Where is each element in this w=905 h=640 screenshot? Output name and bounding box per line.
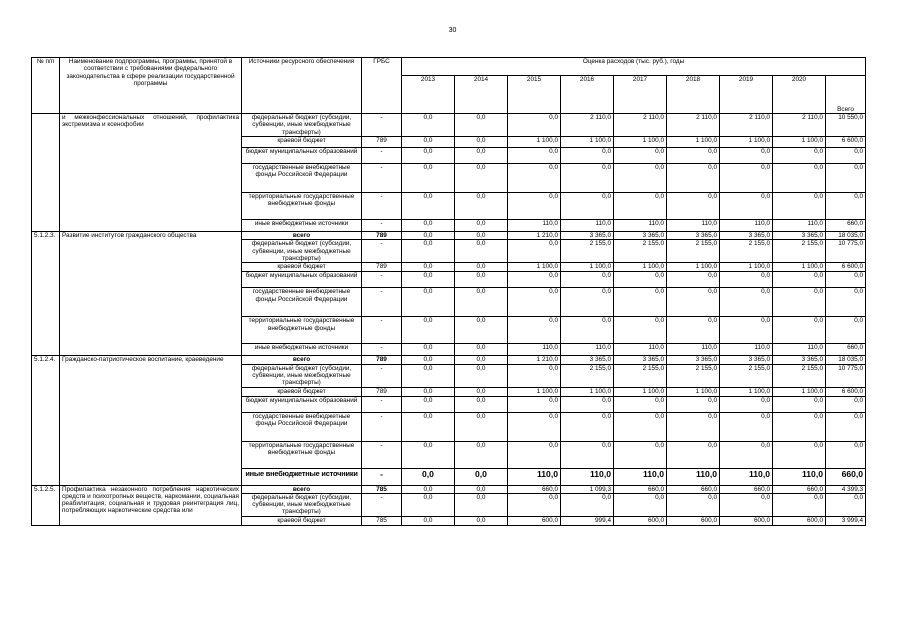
- value-cell-2016: 0,0: [561, 148, 614, 164]
- source-vsego: всего: [242, 485, 362, 493]
- value-cell-2015: 0,0: [508, 412, 561, 441]
- budget-table: [31, 57, 866, 526]
- total-cell: 660,0: [826, 468, 866, 485]
- header-year-2016: 2016: [561, 76, 614, 114]
- value-cell-2018: 110,0: [667, 344, 720, 356]
- grbs-cell: -: [362, 114, 402, 137]
- grbs-cell: 785: [362, 485, 402, 493]
- value-cell-2013: 0,0: [402, 114, 455, 137]
- value-cell-2019: 0,0: [720, 272, 773, 288]
- grbs-cell: -: [362, 396, 402, 412]
- table-row: [32, 114, 866, 137]
- source-terr_fondy: территориальные государственные внебюджетные фонды: [242, 193, 362, 220]
- value-cell-2014: 0,0: [455, 441, 508, 468]
- value-cell-2016: 0,0: [561, 396, 614, 412]
- value-cell-2017: 2 110,0: [614, 114, 667, 137]
- value-cell-2018: 0,0: [667, 317, 720, 344]
- value-cell-2017: 0,0: [614, 396, 667, 412]
- total-cell: 3 999,4: [826, 516, 866, 525]
- value-cell-2015: 0,0: [508, 164, 561, 193]
- row-number: 5.1.2.3.: [32, 232, 60, 356]
- value-cell-2017: 2 155,0: [614, 364, 667, 387]
- value-cell-2014: 0,0: [455, 193, 508, 220]
- grbs-cell: -: [362, 364, 402, 387]
- value-cell-2018: 0,0: [667, 148, 720, 164]
- value-cell-2017: 2 155,0: [614, 240, 667, 263]
- value-cell-2015: 110,0: [508, 468, 561, 485]
- value-cell-2017: 0,0: [614, 272, 667, 288]
- value-cell-2019: 0,0: [720, 412, 773, 441]
- value-cell-2014: 0,0: [455, 396, 508, 412]
- value-cell-2014: 0,0: [455, 468, 508, 485]
- value-cell-2015: 0,0: [508, 272, 561, 288]
- value-cell-2020: 0,0: [773, 493, 826, 516]
- value-cell-2018: 2 155,0: [667, 240, 720, 263]
- value-cell-2013: 0,0: [402, 441, 455, 468]
- total-cell: 10 775,0: [826, 364, 866, 387]
- grbs-cell: -: [362, 272, 402, 288]
- value-cell-2015: 660,0: [508, 485, 561, 493]
- value-cell-2014: 0,0: [455, 232, 508, 240]
- header-year-2013: 2013: [402, 76, 455, 114]
- total-cell: 0,0: [826, 317, 866, 344]
- value-cell-2014: 0,0: [455, 137, 508, 148]
- value-cell-2013: 0,0: [402, 240, 455, 263]
- value-cell-2014: 0,0: [455, 344, 508, 356]
- source-federal: федеральный бюджет (субсидии, субвенции, иные межбюджетные трансферты): [242, 114, 362, 137]
- value-cell-2016: 2 110,0: [561, 114, 614, 137]
- value-cell-2014: 0,0: [455, 263, 508, 272]
- source-terr_fondy: территориальные государственные внебюджетные фонды: [242, 317, 362, 344]
- table-row: [32, 485, 866, 493]
- value-cell-2020: 3 365,0: [773, 356, 826, 364]
- value-cell-2020: 0,0: [773, 272, 826, 288]
- value-cell-2020: 660,0: [773, 485, 826, 493]
- value-cell-2019: 2 110,0: [720, 114, 773, 137]
- value-cell-2016: 0,0: [561, 272, 614, 288]
- value-cell-2014: 0,0: [455, 356, 508, 364]
- source-vsego: всего: [242, 232, 362, 240]
- source-municipal: бюджет муниципальных образований: [242, 396, 362, 412]
- value-cell-2018: 1 100,0: [667, 137, 720, 148]
- value-cell-2017: 0,0: [614, 441, 667, 468]
- value-cell-2018: 110,0: [667, 220, 720, 232]
- value-cell-2017: 0,0: [614, 193, 667, 220]
- total-cell: 4 399,3: [826, 485, 866, 493]
- value-cell-2019: 0,0: [720, 317, 773, 344]
- value-cell-2016: 0,0: [561, 441, 614, 468]
- value-cell-2018: 110,0: [667, 468, 720, 485]
- value-cell-2013: 0,0: [402, 516, 455, 525]
- grbs-cell: -: [362, 148, 402, 164]
- value-cell-2016: 3 365,0: [561, 356, 614, 364]
- source-terr_fondy: территориальные государственные внебюджетные фонды: [242, 441, 362, 468]
- row-number: 5.1.2.5.: [32, 485, 60, 525]
- value-cell-2014: 0,0: [455, 317, 508, 344]
- grbs-cell: -: [362, 441, 402, 468]
- value-cell-2015: 1 210,0: [508, 356, 561, 364]
- value-cell-2015: 1 100,0: [508, 137, 561, 148]
- value-cell-2015: 0,0: [508, 317, 561, 344]
- program-name: Развитие институтов гражданского общества: [60, 232, 242, 356]
- value-cell-2013: 0,0: [402, 493, 455, 516]
- value-cell-2019: 1 100,0: [720, 387, 773, 396]
- source-inye: иные внебюджетные источники: [242, 468, 362, 485]
- value-cell-2016: 1 100,0: [561, 387, 614, 396]
- value-cell-2015: 0,0: [508, 441, 561, 468]
- value-cell-2015: 1 210,0: [508, 232, 561, 240]
- value-cell-2016: 3 365,0: [561, 232, 614, 240]
- value-cell-2017: 110,0: [614, 220, 667, 232]
- total-cell: 0,0: [826, 441, 866, 468]
- value-cell-2018: 1 100,0: [667, 387, 720, 396]
- value-cell-2016: 0,0: [561, 317, 614, 344]
- value-cell-2020: 2 110,0: [773, 114, 826, 137]
- source-gos_fondy: государственные внебюджетные фонды Российской Федерации: [242, 164, 362, 193]
- source-federal: федеральный бюджет (субсидии, субвенции, иные межбюджетные трансферты): [242, 364, 362, 387]
- value-cell-2014: 0,0: [455, 240, 508, 263]
- value-cell-2013: 0,0: [402, 468, 455, 485]
- total-cell: 6 600,0: [826, 137, 866, 148]
- value-cell-2016: 0,0: [561, 493, 614, 516]
- value-cell-2018: 0,0: [667, 493, 720, 516]
- value-cell-2015: 0,0: [508, 193, 561, 220]
- header-year-2015: 2015: [508, 76, 561, 114]
- value-cell-2013: 0,0: [402, 137, 455, 148]
- value-cell-2020: 3 365,0: [773, 232, 826, 240]
- value-cell-2015: 0,0: [508, 148, 561, 164]
- value-cell-2017: 110,0: [614, 344, 667, 356]
- total-cell: 18 035,0: [826, 232, 866, 240]
- value-cell-2018: 2 110,0: [667, 114, 720, 137]
- value-cell-2016: 999,4: [561, 516, 614, 525]
- value-cell-2015: 0,0: [508, 396, 561, 412]
- value-cell-2017: 0,0: [614, 148, 667, 164]
- value-cell-2016: 0,0: [561, 412, 614, 441]
- source-gos_fondy: государственные внебюджетные фонды Российской Федерации: [242, 288, 362, 317]
- value-cell-2014: 0,0: [455, 148, 508, 164]
- grbs-cell: -: [362, 412, 402, 441]
- total-cell: 660,0: [826, 344, 866, 356]
- total-cell: 660,0: [826, 220, 866, 232]
- value-cell-2017: 1 100,0: [614, 263, 667, 272]
- header-grbs: ГРБС: [362, 58, 402, 114]
- header-year-2019: 2019: [720, 76, 773, 114]
- value-cell-2017: 1 100,0: [614, 137, 667, 148]
- value-cell-2019: 110,0: [720, 220, 773, 232]
- value-cell-2018: 1 100,0: [667, 263, 720, 272]
- value-cell-2017: 600,0: [614, 516, 667, 525]
- page-number: 30: [448, 27, 457, 34]
- value-cell-2019: 1 100,0: [720, 263, 773, 272]
- grbs-cell: 789: [362, 356, 402, 364]
- value-cell-2014: 0,0: [455, 114, 508, 137]
- value-cell-2013: 0,0: [402, 396, 455, 412]
- header-source: Источники ресурсного обеспечения: [242, 58, 362, 114]
- value-cell-2017: 660,0: [614, 485, 667, 493]
- value-cell-2020: 110,0: [773, 468, 826, 485]
- source-vsego: всего: [242, 356, 362, 364]
- grbs-cell: -: [362, 164, 402, 193]
- total-cell: 10 775,0: [826, 240, 866, 263]
- value-cell-2019: 2 155,0: [720, 240, 773, 263]
- header-total: Всего: [826, 76, 866, 114]
- header-year-2018: 2018: [667, 76, 720, 114]
- header-year-2020: 2020: [773, 76, 826, 114]
- value-cell-2017: 110,0: [614, 468, 667, 485]
- value-cell-2017: 3 365,0: [614, 356, 667, 364]
- value-cell-2017: 0,0: [614, 288, 667, 317]
- value-cell-2019: 660,0: [720, 485, 773, 493]
- value-cell-2016: 2 155,0: [561, 364, 614, 387]
- value-cell-2015: 0,0: [508, 114, 561, 137]
- value-cell-2014: 0,0: [455, 288, 508, 317]
- value-cell-2018: 0,0: [667, 412, 720, 441]
- value-cell-2020: 0,0: [773, 441, 826, 468]
- value-cell-2014: 0,0: [455, 220, 508, 232]
- value-cell-2013: 0,0: [402, 485, 455, 493]
- value-cell-2016: 0,0: [561, 288, 614, 317]
- value-cell-2019: 0,0: [720, 288, 773, 317]
- value-cell-2020: 0,0: [773, 193, 826, 220]
- total-cell: 0,0: [826, 288, 866, 317]
- value-cell-2016: 0,0: [561, 164, 614, 193]
- value-cell-2017: 0,0: [614, 164, 667, 193]
- value-cell-2018: 0,0: [667, 164, 720, 193]
- value-cell-2013: 0,0: [402, 288, 455, 317]
- value-cell-2018: 0,0: [667, 272, 720, 288]
- value-cell-2015: 0,0: [508, 364, 561, 387]
- value-cell-2020: 0,0: [773, 412, 826, 441]
- value-cell-2013: 0,0: [402, 344, 455, 356]
- value-cell-2015: 0,0: [508, 288, 561, 317]
- source-municipal: бюджет муниципальных образований: [242, 148, 362, 164]
- total-cell: 18 035,0: [826, 356, 866, 364]
- value-cell-2014: 0,0: [455, 516, 508, 525]
- value-cell-2020: 110,0: [773, 220, 826, 232]
- total-cell: 10 550,0: [826, 114, 866, 137]
- source-inye: иные внебюджетные источники: [242, 220, 362, 232]
- budget-body: [32, 114, 866, 526]
- value-cell-2018: 2 155,0: [667, 364, 720, 387]
- grbs-cell: -: [362, 288, 402, 317]
- value-cell-2016: 110,0: [561, 220, 614, 232]
- value-cell-2019: 0,0: [720, 493, 773, 516]
- row-number: 5.1.2.4.: [32, 356, 60, 485]
- value-cell-2020: 1 100,0: [773, 387, 826, 396]
- value-cell-2014: 0,0: [455, 364, 508, 387]
- value-cell-2013: 0,0: [402, 412, 455, 441]
- value-cell-2019: 1 100,0: [720, 137, 773, 148]
- value-cell-2013: 0,0: [402, 272, 455, 288]
- value-cell-2019: 2 155,0: [720, 364, 773, 387]
- value-cell-2017: 0,0: [614, 317, 667, 344]
- value-cell-2017: 3 365,0: [614, 232, 667, 240]
- source-kraevoy: краевой бюджет: [242, 263, 362, 272]
- value-cell-2015: 110,0: [508, 344, 561, 356]
- value-cell-2013: 0,0: [402, 148, 455, 164]
- value-cell-2020: 600,0: [773, 516, 826, 525]
- value-cell-2016: 110,0: [561, 344, 614, 356]
- grbs-cell: 789: [362, 387, 402, 396]
- source-kraevoy: краевой бюджет: [242, 387, 362, 396]
- source-gos_fondy: государственные внебюджетные фонды Российской Федерации: [242, 412, 362, 441]
- value-cell-2013: 0,0: [402, 387, 455, 396]
- value-cell-2016: 0,0: [561, 193, 614, 220]
- value-cell-2013: 0,0: [402, 263, 455, 272]
- value-cell-2015: 1 100,0: [508, 387, 561, 396]
- total-cell: 0,0: [826, 148, 866, 164]
- value-cell-2020: 1 100,0: [773, 263, 826, 272]
- value-cell-2018: 0,0: [667, 396, 720, 412]
- value-cell-2014: 0,0: [455, 412, 508, 441]
- program-name: Гражданско-патриотическое воспитание, краеведение: [60, 356, 242, 485]
- table-row: [32, 356, 866, 364]
- value-cell-2020: 0,0: [773, 396, 826, 412]
- total-cell: 0,0: [826, 272, 866, 288]
- value-cell-2020: 2 155,0: [773, 240, 826, 263]
- value-cell-2013: 0,0: [402, 317, 455, 344]
- source-federal: федеральный бюджет (субсидии, субвенции, иные межбюджетные трансферты): [242, 493, 362, 516]
- source-kraevoy: краевой бюджет: [242, 516, 362, 525]
- value-cell-2019: 600,0: [720, 516, 773, 525]
- value-cell-2015: 0,0: [508, 493, 561, 516]
- grbs-cell: -: [362, 317, 402, 344]
- value-cell-2013: 0,0: [402, 356, 455, 364]
- value-cell-2016: 1 100,0: [561, 137, 614, 148]
- value-cell-2014: 0,0: [455, 387, 508, 396]
- value-cell-2018: 0,0: [667, 193, 720, 220]
- program-name: Профилактика незаконного потребления наркотических средств и психотропных веществ, наркомании, социальная реабилитация, социальная и трудовая реинтеграция лиц, потребляющих наркотические средства или: [60, 485, 242, 525]
- value-cell-2020: 0,0: [773, 148, 826, 164]
- value-cell-2015: 0,0: [508, 240, 561, 263]
- total-cell: 0,0: [826, 412, 866, 441]
- source-inye: иные внебюджетные источники: [242, 344, 362, 356]
- value-cell-2014: 0,0: [455, 164, 508, 193]
- value-cell-2019: 3 365,0: [720, 356, 773, 364]
- source-federal: федеральный бюджет (субсидии, субвенции, иные межбюджетные трансферты): [242, 240, 362, 263]
- value-cell-2020: 0,0: [773, 164, 826, 193]
- header-estimate: Оценка расходов (тыс. руб.), годы: [402, 58, 866, 76]
- value-cell-2019: 110,0: [720, 468, 773, 485]
- value-cell-2013: 0,0: [402, 220, 455, 232]
- value-cell-2017: 1 100,0: [614, 387, 667, 396]
- value-cell-2014: 0,0: [455, 485, 508, 493]
- value-cell-2020: 2 155,0: [773, 364, 826, 387]
- value-cell-2015: 110,0: [508, 220, 561, 232]
- total-cell: 6 600,0: [826, 387, 866, 396]
- source-municipal: бюджет муниципальных образований: [242, 272, 362, 288]
- total-cell: 0,0: [826, 493, 866, 516]
- value-cell-2018: 0,0: [667, 441, 720, 468]
- grbs-cell: 789: [362, 263, 402, 272]
- table-row: [32, 232, 866, 240]
- value-cell-2018: 3 365,0: [667, 232, 720, 240]
- grbs-cell: 785: [362, 516, 402, 525]
- grbs-cell: -: [362, 193, 402, 220]
- header-year-2014: 2014: [455, 76, 508, 114]
- value-cell-2017: 0,0: [614, 493, 667, 516]
- grbs-cell: -: [362, 344, 402, 356]
- value-cell-2013: 0,0: [402, 364, 455, 387]
- value-cell-2020: 0,0: [773, 288, 826, 317]
- value-cell-2015: 1 100,0: [508, 263, 561, 272]
- grbs-cell: -: [362, 468, 402, 485]
- total-cell: 0,0: [826, 164, 866, 193]
- value-cell-2013: 0,0: [402, 164, 455, 193]
- value-cell-2017: 0,0: [614, 412, 667, 441]
- value-cell-2013: 0,0: [402, 193, 455, 220]
- value-cell-2018: 600,0: [667, 516, 720, 525]
- value-cell-2020: 1 100,0: [773, 137, 826, 148]
- value-cell-2020: 110,0: [773, 344, 826, 356]
- value-cell-2019: 0,0: [720, 441, 773, 468]
- source-kraevoy: краевой бюджет: [242, 137, 362, 148]
- row-number: [32, 114, 60, 232]
- value-cell-2018: 660,0: [667, 485, 720, 493]
- grbs-cell: -: [362, 220, 402, 232]
- grbs-cell: 789: [362, 137, 402, 148]
- value-cell-2018: 3 365,0: [667, 356, 720, 364]
- value-cell-2018: 0,0: [667, 288, 720, 317]
- value-cell-2014: 0,0: [455, 493, 508, 516]
- value-cell-2015: 600,0: [508, 516, 561, 525]
- value-cell-2019: 0,0: [720, 396, 773, 412]
- value-cell-2019: 3 365,0: [720, 232, 773, 240]
- value-cell-2016: 1 099,3: [561, 485, 614, 493]
- total-cell: 0,0: [826, 396, 866, 412]
- header-year-2017: 2017: [614, 76, 667, 114]
- header-name: Наименование подпрограммы, программы, принятой в соответствии с требованиями федерального законодательства в сфере реализации государственной программы: [60, 58, 242, 114]
- total-cell: 0,0: [826, 193, 866, 220]
- total-cell: 6 600,0: [826, 263, 866, 272]
- header-number: № п/п: [32, 58, 60, 114]
- grbs-cell: 789: [362, 232, 402, 240]
- value-cell-2016: 1 100,0: [561, 263, 614, 272]
- value-cell-2019: 0,0: [720, 164, 773, 193]
- program-name: и межконфессиональных отношений, профилактика экстремизма и ксенофобии: [60, 114, 242, 232]
- value-cell-2013: 0,0: [402, 232, 455, 240]
- value-cell-2014: 0,0: [455, 272, 508, 288]
- value-cell-2019: 0,0: [720, 148, 773, 164]
- value-cell-2016: 110,0: [561, 468, 614, 485]
- value-cell-2019: 0,0: [720, 193, 773, 220]
- value-cell-2020: 0,0: [773, 317, 826, 344]
- grbs-cell: -: [362, 240, 402, 263]
- value-cell-2016: 2 155,0: [561, 240, 614, 263]
- value-cell-2019: 110,0: [720, 344, 773, 356]
- grbs-cell: -: [362, 493, 402, 516]
